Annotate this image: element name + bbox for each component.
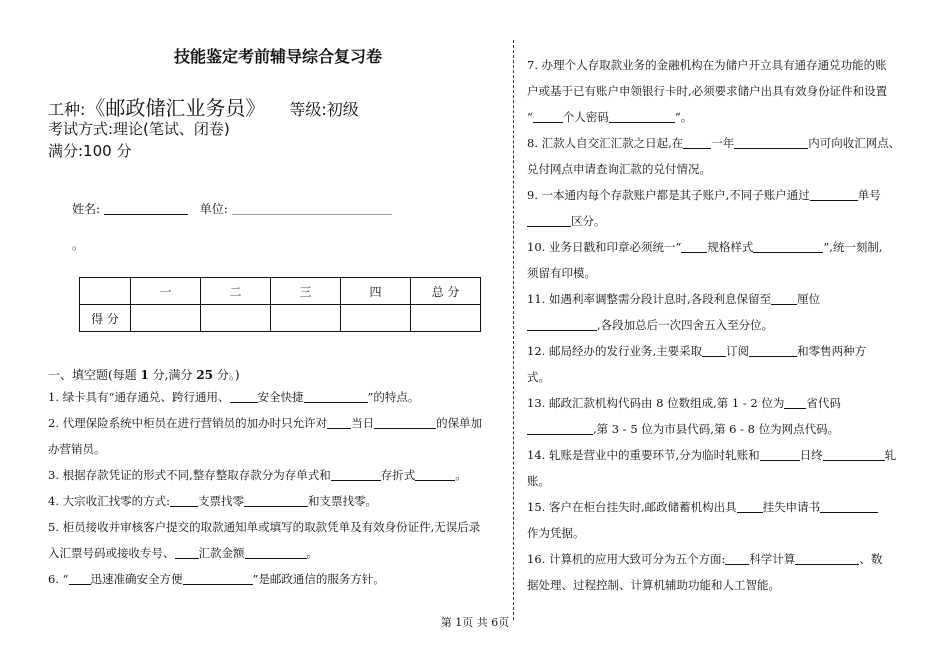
question-12: 12. 邮局经办的发行业务,主要采取 订阅 和零售两种方 式。 — [527, 344, 867, 384]
question-9: 9. 一本通内每个存款账户都是其子账户,不同子账户通过 单号 区分。 — [527, 188, 881, 228]
job-line — [48, 92, 359, 121]
full-score: 满分:100 分 — [48, 142, 132, 160]
dot-mark: 。 — [72, 238, 85, 252]
grade-label: 等级:初级 — [289, 100, 359, 119]
score-cell[interactable] — [411, 305, 481, 332]
question-13: 13. 邮政汇款机构代码由 8 位数组成,第 1 - 2 位为 省代码 ,第 3 - 5 位为市县代码,第 6 - 8 位为网点代码。 — [527, 396, 841, 436]
score-cell[interactable] — [131, 305, 201, 332]
score-cell[interactable] — [201, 305, 271, 332]
question-5: 5. 柜员接收并审核客户提交的取款通知单或填写的取款凭单及有效身份证件,无误后录 入汇票号码或接收专号、 汇款金额 。 — [48, 520, 481, 560]
score-header-cell: 一 — [131, 278, 201, 305]
unit-label: 单位: — [199, 202, 228, 216]
page-footer: 第 1页 共 6页 — [440, 616, 510, 629]
score-header-cell: 三 — [271, 278, 341, 305]
exam-title: 技能鉴定考前辅导综合复习卷 — [173, 47, 382, 66]
question-2: 2. 代理保险系统中柜员在进行营销员的加办时只允许对 当日 的保单加 办营销员。 — [48, 416, 483, 456]
score-cell[interactable] — [341, 305, 411, 332]
unit-blank[interactable] — [232, 202, 392, 215]
score-row — [80, 305, 481, 332]
questions-left — [48, 384, 508, 592]
score-header-row — [80, 278, 481, 305]
score-header-cell — [80, 278, 131, 305]
question-4: 4. 大宗收汇找零的方式: 支票找零 和支票找零。 — [48, 494, 378, 508]
question-3: 3. 根据存款凭证的形式不同,整存整取存款分为存单式和 存折式 。 — [48, 468, 467, 482]
section-heading: 一、填空题(每题 1 分,满分 25 分。) — [48, 368, 240, 382]
name-blank[interactable] — [104, 202, 188, 215]
score-header-cell: 总 分 — [411, 278, 481, 305]
right-column — [527, 52, 905, 598]
question-14: 14. 轧账是营业中的重要环节,分为临时轧账和 日终 轧 账。 — [527, 448, 897, 488]
job-label: 工种: — [48, 100, 86, 119]
candidate-fields — [72, 200, 392, 217]
column-divider — [513, 40, 514, 620]
question-16: 16. 计算机的应用大致可分为五个方面: 科学计算 、数 据处理、过程控制、计算机辅助功能和人工智能。 — [527, 552, 883, 592]
score-row-label: 得 分 — [80, 305, 131, 332]
exam-method: 考试方式:理论(笔试、闭卷) — [48, 120, 230, 138]
score-header-cell: 四 — [341, 278, 411, 305]
question-15: 15. 客户在柜台挂失时,邮政储蓄机构出具 挂失申请书 作为凭据。 — [527, 494, 905, 546]
question-6: 6. “ 迅速准确安全方便 ”是邮政通信的服务方针。 — [48, 572, 385, 586]
question-8: 8. 汇款人自交汇汇款之日起,在 一年 内可向收汇网点、 兑付网点申请查询汇款的兑付情况。 — [527, 136, 901, 176]
question-10: 10. 业务日戳和印章必须统一“ 规格样式 ”,统一刻制, 须留有印模。 — [527, 240, 883, 280]
score-cell[interactable] — [271, 305, 341, 332]
score-header-cell: 二 — [201, 278, 271, 305]
name-label: 姓名: — [72, 202, 101, 216]
job-name: 《邮政储汇业务员》 — [85, 96, 266, 120]
question-1: 1. 绿卡具有“通存通兑、跨行通用、 安全快捷 ”的特点。 — [48, 390, 420, 404]
question-7: 7. 办理个人存取款业务的金融机构在为储户开立具有通存通兑功能的账 户或基于已有账户申领银行卡时,必须要求储户出具有效身份证件和设置 “ 个人密码 ”。 — [527, 58, 888, 124]
score-table — [79, 277, 481, 332]
question-11: 11. 如遇利率调整需分段计息时,各段利息保留至 厘位 ,各段加总后一次四舍五入至分位。 — [527, 292, 821, 332]
